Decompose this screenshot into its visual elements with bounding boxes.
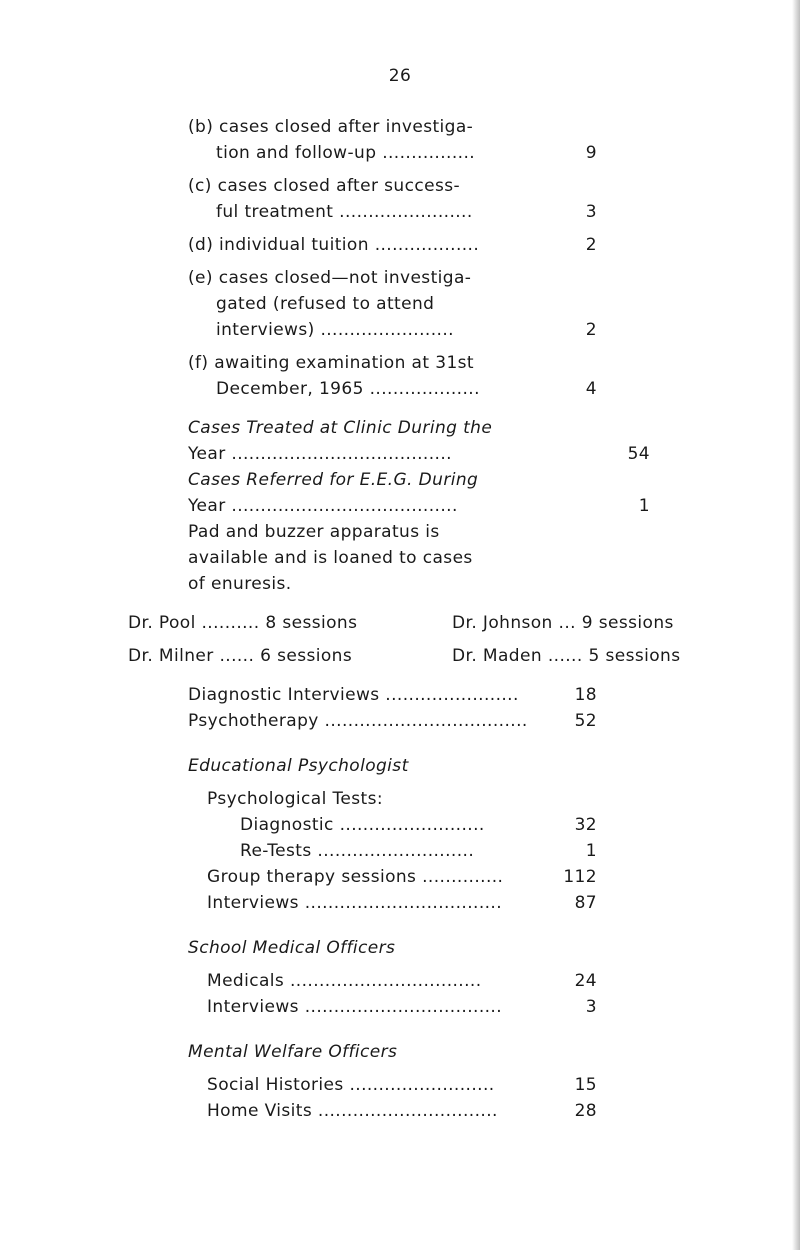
- educational-heading: Educational Psychologist: [188, 756, 409, 776]
- doctor-johnson: Dr. Johnson ... 9 sessions: [452, 613, 674, 633]
- page-number: 26: [388, 66, 412, 86]
- retests-value: 1: [585, 841, 597, 861]
- doctor-milner: Dr. Milner ...... 6 sessions: [128, 646, 353, 666]
- item-f-value: 4: [585, 379, 597, 399]
- diagnostic-label: Diagnostic .........................: [240, 815, 485, 835]
- medicals-label: Medicals .................................: [207, 971, 482, 991]
- diagnostic-interviews-value: 18: [574, 685, 597, 705]
- item-c-line2: ful treatment .......................: [216, 202, 473, 222]
- school-interviews-label: Interviews ..................................: [207, 997, 503, 1017]
- clinic-treated-value: 54: [627, 444, 650, 464]
- edu-interviews-label: Interviews ..................................: [207, 893, 503, 913]
- psychotherapy-label: Psychotherapy ...................................: [188, 711, 528, 731]
- item-c-line1: (c) cases closed after success-: [188, 176, 460, 196]
- item-b-line1: (b) cases closed after investiga-: [188, 117, 474, 137]
- home-visits-value: 28: [574, 1101, 597, 1121]
- page-edge-shadow: [792, 0, 800, 1250]
- item-f-line1: (f) awaiting examination at 31st: [188, 353, 474, 373]
- item-e-line3: interviews) .......................: [216, 320, 454, 340]
- group-therapy-value: 112: [563, 867, 597, 887]
- social-histories-label: Social Histories .........................: [207, 1075, 495, 1095]
- retests-label: Re-Tests ...........................: [240, 841, 475, 861]
- social-histories-value: 15: [574, 1075, 597, 1095]
- home-visits-label: Home Visits ...............................: [207, 1101, 498, 1121]
- item-d-value: 2: [585, 235, 597, 255]
- clinic-note-line2: available and is loaned to cases: [188, 548, 473, 568]
- item-e-line2: gated (refused to attend: [216, 294, 435, 314]
- item-c-value: 3: [585, 202, 597, 222]
- diagnostic-value: 32: [574, 815, 597, 835]
- group-therapy-label: Group therapy sessions ..............: [207, 867, 504, 887]
- mental-heading: Mental Welfare Officers: [188, 1042, 398, 1062]
- medicals-value: 24: [574, 971, 597, 991]
- item-e-line1: (e) cases closed—not investiga-: [188, 268, 472, 288]
- clinic-treated-line2: Year ......................................: [188, 444, 452, 464]
- clinic-note-line1: Pad and buzzer apparatus is: [188, 522, 440, 542]
- clinic-eeg-line2: Year .......................................: [188, 496, 458, 516]
- diagnostic-interviews-label: Diagnostic Interviews .......................: [188, 685, 519, 705]
- psych-tests-subheading: Psychological Tests:: [207, 789, 383, 809]
- clinic-note-line3: of enuresis.: [188, 574, 292, 594]
- item-b-line2: tion and follow-up ................: [216, 143, 476, 163]
- clinic-treated-line1: Cases Treated at Clinic During the: [188, 418, 493, 438]
- doctor-pool: Dr. Pool .......... 8 sessions: [128, 613, 358, 633]
- item-f-line2: December, 1965 ...................: [216, 379, 480, 399]
- doctor-maden: Dr. Maden ...... 5 sessions: [452, 646, 681, 666]
- edu-interviews-value: 87: [574, 893, 597, 913]
- psychotherapy-value: 52: [574, 711, 597, 731]
- item-e-value: 2: [585, 320, 597, 340]
- item-b-value: 9: [585, 143, 597, 163]
- school-interviews-value: 3: [585, 997, 597, 1017]
- school-heading: School Medical Officers: [188, 938, 396, 958]
- clinic-eeg-line1: Cases Referred for E.E.G. During: [188, 470, 479, 490]
- clinic-eeg-value: 1: [638, 496, 650, 516]
- item-d-line1: (d) individual tuition ..................: [188, 235, 480, 255]
